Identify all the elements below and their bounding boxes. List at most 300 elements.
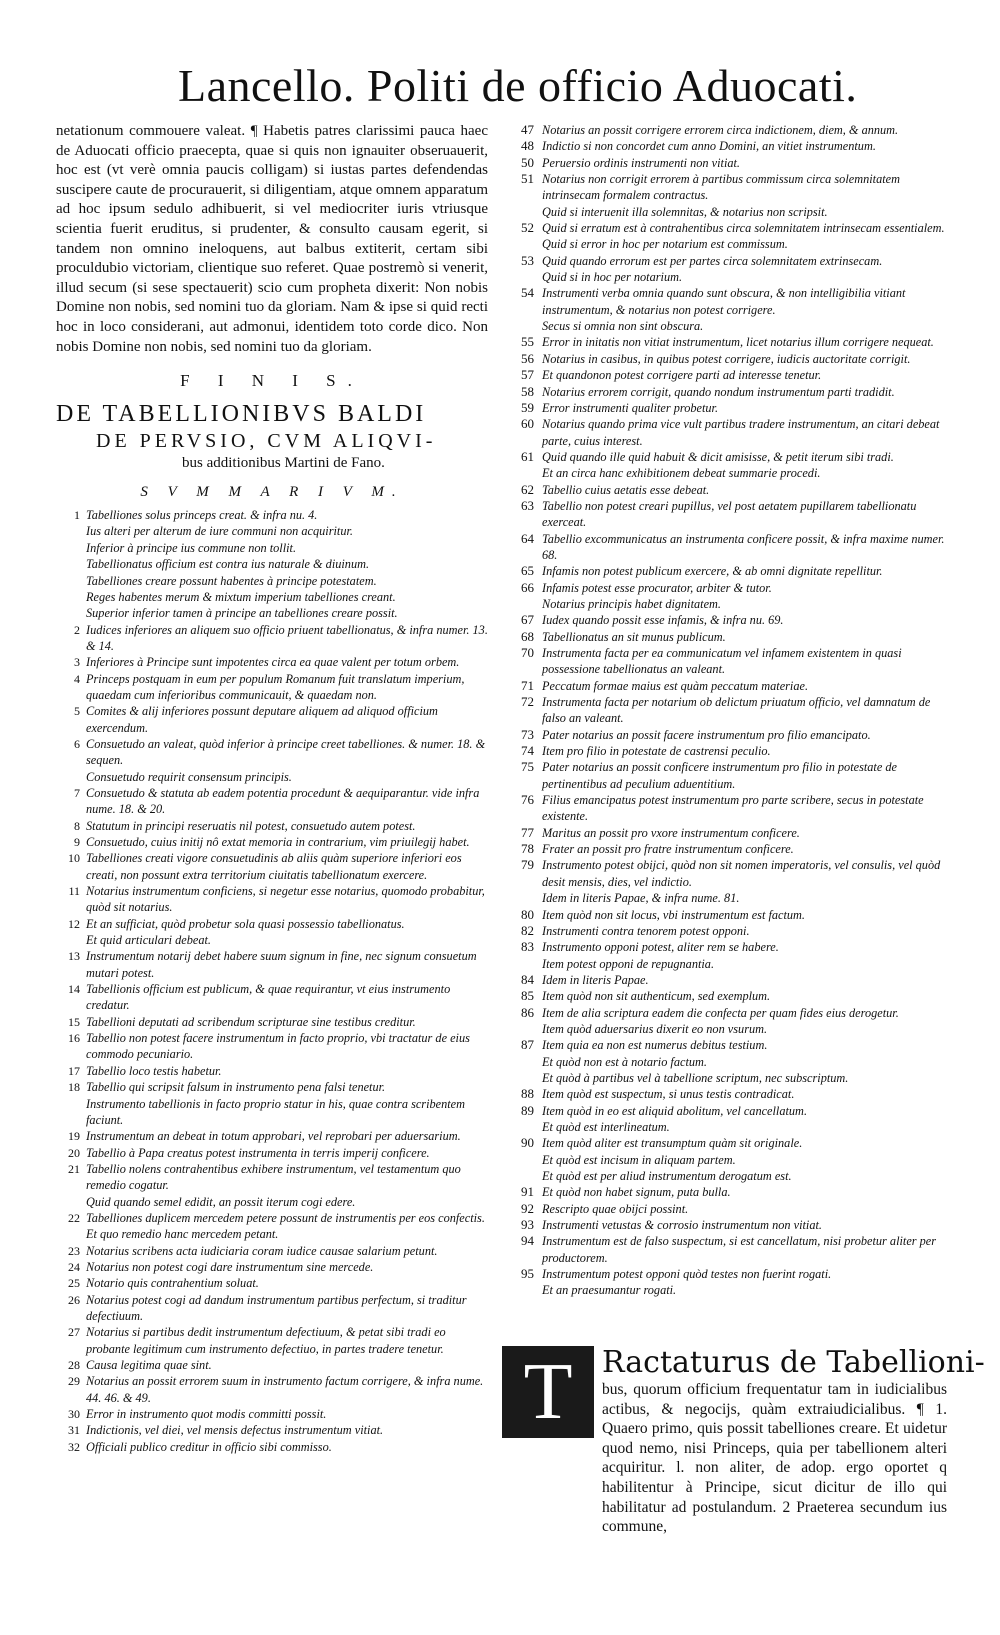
item-number: 95 [521,1266,534,1282]
summary-item [56,589,488,605]
page-title: Lancello. Politi de officio Aduocati. [178,60,858,111]
item-text: Notarius non potest cogi dare instrumentum sine mercede. [86,1259,374,1274]
item-text: Causa legitima quae sint. [86,1358,212,1372]
item-text: Instrumenti contra tenorem potest opponi. [542,923,750,938]
item-number: 57 [521,367,534,383]
summary-item [56,1145,488,1161]
section-heading-line3: bus additionibus Martini de Fano. [182,455,385,472]
item-number: 61 [521,448,534,464]
summary-item [502,988,947,1004]
item-text: Notario quis contrahentium soluat. [86,1276,259,1291]
summary-item [502,1037,947,1053]
tractatus-text: bus, quorum officium frequentatur tam in iudicialibus actibus, & negocijs, quàm extraiudicialibus. ¶ 1. Quaero primo, quis possit tabelliones creare. Et uidetur quod nemo, nisi Princeps, quia per tabellionem alteri acquiritur. l. non aliter, de adop. ergo oportet q habilitentur à Principe, sicut dicitur de illo qui habilitatur ad postulandum. 2 Praeterea secundum ius commune, [602,1381,947,1536]
item-text: Peccatum formae maius est quàm peccatum materiae. [542,678,809,693]
summary-item [56,556,488,572]
item-number: 11 [68,884,80,899]
item-text: Et an circa hanc exhibitionem debeat summarie procedi. [542,466,821,481]
item-text: Comites & alij inferiores possunt deputare aliquem ad aliquod officium exercendum. [86,704,438,735]
section-heading-line2: DE PERVSIO, CVM ALIQVI- [96,430,437,453]
item-text: Ius alteri per alterum de iure communi non acquiritur. [86,524,353,539]
item-text: Tabellio non potest creari pupillus, vel post aetatem pupillarem tabellionatu exerceat. [542,498,917,530]
tractatus-heading: Ractaturus de Tabellioni- [602,1345,985,1380]
summary-item [56,1373,488,1406]
summary-item [502,1021,947,1037]
summary-item [502,1005,947,1021]
item-text: Et quòd à partibus vel à tabellione scriptum, nec subscriptum. [542,1070,849,1085]
item-text: Consuetudo an valeat, quòd inferior à principe creet tabelliones. & numer. 18. & sequen. [86,736,486,768]
item-text: Indictionis, vel diei, vel mensis defectus instrumentum vitiat. [86,1423,384,1438]
item-text: Item pro filio in potestate de castrensi peculio. [542,744,771,759]
summary-item [502,743,947,759]
item-number: 25 [68,1276,80,1291]
item-text: Instrumento tabellionis in facto proprio statur in his, quae contra scribentem faciunt. [86,1096,466,1127]
item-text: Infamis potest esse procurator, arbiter & tutor. [542,580,772,595]
item-text: Et quandonon potest corrigere parti ad interesse tenetur. [542,368,822,383]
item-number: 79 [521,857,534,873]
summary-item [502,1070,947,1086]
summary-item [56,1014,488,1030]
item-number: 88 [521,1086,534,1102]
item-text: Maritus an possit pro vxore instrumentum conficere. [542,825,800,840]
summary-item [56,1275,488,1291]
summary-item [502,1054,947,1070]
item-text: Idem in literis Papae, & infra nume. 81. [542,891,740,906]
summary-item [56,736,488,769]
item-text: Notarius si partibus dedit instrumentum defectiuum, & petat sibi tradi eo probante legitimum cum instrumento defectiuo, in partes tradere tenetur. [86,1325,446,1356]
summary-item [502,498,947,531]
item-text: Notarius non corrigit errorem à partibus commissum circa solemnitatem intrinsecam formalem contractus. [542,172,900,203]
item-text: Quid quando errorum est per partes circa solemnitatem extrinsecam. [542,253,883,268]
item-number: 75 [521,759,534,775]
item-text: Quid si in hoc per notarium. [542,270,683,285]
item-number: 12 [68,916,80,931]
intro-paragraph: netationum commouere valeat. ¶ Habetis patres clarissimi pauca haec de Aduocati officio praecepta, quae si quis non ignauiter obseruauerit, hoc est (vt verè omnia paucis colligam) si iustas partes defendendas suscipere caute de procurauerit, si diligentiam, atque omnem apparatum ad hoc ipsum sedulo adhibuerit, si vel mediocriter iuris vtriusque scientia fuerit eruditus, si prudenter, & consulto causam egerit, si tandem non omnino ineloquens, aut balbus extiterit, certam sibi proculdubio victoriam, clientique suo referet. Quae postremò si venerit, illud secum (si sese spectauerit) scio cum propheta dixerit: Non nobis Domine non nobis, sed nomini tuo da gloriam. Nam & ipse si quid recti hoc in loco considerani, aut admonui, identidem toto corde dico. Non nobis Domine non nobis, sed nomini tuo da gloriam. [56,123,488,355]
item-number: 67 [521,612,534,628]
summary-item [56,671,488,704]
item-number: 2 [74,622,80,637]
item-text: Instrumenti verba omnia quando sunt obscura, & non intelligibilia vitiant instrumentum, & notarius non potest corrigere. [542,286,906,317]
item-number: 64 [521,530,534,546]
item-text: Instrumento opponi potest, aliter rem se habere. [542,940,779,955]
summary-item [56,1226,488,1242]
item-number: 10 [68,851,80,866]
item-number: 72 [521,694,534,710]
item-number: 53 [521,252,534,268]
summary-item [56,948,488,981]
summary-item [56,523,488,539]
item-number: 15 [68,1014,80,1029]
summary-item [56,605,488,621]
summary-item [502,122,947,138]
item-number: 14 [68,982,80,997]
item-text: Inferior à principe ius commune non tollit. [86,540,297,555]
summary-item [502,596,947,612]
summary-item [502,678,947,694]
item-text: Peruersio ordinis instrumenti non vitiat. [542,155,740,170]
item-number: 71 [521,677,534,693]
summary-item [502,334,947,350]
item-text: Instrumento potest obijci, quòd non sit nomen imperatoris, vel consulis, vel quòd desit mensis, dies, vel indictio. [542,858,941,889]
item-number: 21 [68,1161,80,1176]
item-text: Et quòd est per aliud instrumentum derogatum est. [542,1169,792,1183]
item-number: 91 [521,1184,534,1200]
item-number: 82 [521,922,534,938]
item-number: 56 [521,350,534,366]
summary-item [502,531,947,564]
item-number: 65 [521,563,534,579]
item-number: 68 [521,628,534,644]
summary-item [502,155,947,171]
item-text: Princeps postquam in eum per populum Romanum fuit translatum imperium, quaedam cum inferioribus communicauit, & quaedam non. [86,671,465,702]
summary-item [502,1103,947,1119]
item-number: 83 [521,939,534,955]
item-text: Notarius quando prima vice vult partibus tradere instrumentum, an citari debeat parte, cuius interest. [542,417,940,448]
item-number: 54 [521,285,534,301]
item-number: 60 [521,416,534,432]
summary-item [502,400,947,416]
item-text: Inferiores à Principe sunt impotentes circa ea quae valent per totum orbem. [86,655,460,670]
finis-line: F I N I S. [180,371,364,391]
summary-item [56,1422,488,1438]
item-text: Consuetudo requirit consensum principis. [86,769,292,784]
item-text: Instrumentum an debeat in totum approbari, vel reprobari per aduersarium. [86,1129,461,1144]
summary-item [502,351,947,367]
item-text: Item quòd in eo est aliquid abolitum, vel cancellatum. [542,1103,808,1118]
item-text: Iudex quando possit esse infamis, & infra nu. 69. [542,613,784,628]
item-number: 17 [68,1063,80,1078]
summary-item [56,1243,488,1259]
summary-item [56,1030,488,1063]
item-number: 26 [68,1292,80,1307]
summary-item [502,367,947,383]
item-text: Tabelliones duplicem mercedem petere possunt de instrumentis per eos confectis. [86,1210,485,1225]
summary-item [502,1168,947,1184]
item-text: Notarius an possit errorem suum in instrumento factum corrigere, & infra nume. 44. 46. & 49. [86,1374,484,1405]
item-number: 47 [521,122,534,137]
item-number: 51 [521,171,534,187]
item-number: 20 [68,1145,80,1160]
item-text: Item quòd aduersarius dixerit eo non vsurum. [542,1021,768,1036]
item-text: Instrumentum potest opponi quòd testes non fuerint rogati. [542,1267,832,1282]
item-text: Reges habentes merum & mixtum imperium tabelliones creant. [86,589,396,604]
item-text: Item quia ea non est numerus debitus testium. [542,1038,768,1053]
summary-item [502,1184,947,1200]
item-text: Error instrumenti qualiter probetur. [542,400,719,415]
item-text: Tabellio excommunicatus an instrumenta conficere possit, & infra maxime numer. 68. [542,531,945,562]
summary-item [56,573,488,589]
summary-item [56,1210,488,1226]
summary-item [502,857,947,890]
summary-item [56,883,488,916]
summary-item [502,236,947,252]
summary-item [502,1233,947,1266]
summary-item [502,482,947,498]
item-text: Instrumenta facta per ea communicatum vel infamem existentem in quasi possessione tabellionatus an valeant. [542,646,902,677]
item-text: Notarius in casibus, in quibus potest corrigere, iudicis auctoritate corrigit. [542,351,911,366]
item-text: Item potest opponi de repugnantia. [542,956,715,971]
item-text: Rescripto quae obijci possint. [542,1201,689,1216]
summary-item [502,612,947,628]
item-number: 78 [521,841,534,857]
item-text: Et an sufficiat, quòd probetur sola quasi possessio tabellionatus. [86,916,405,931]
item-number: 29 [68,1374,80,1389]
item-text: Superior inferior tamen à principe an tabelliones creare possit. [86,606,398,621]
summary-item [502,204,947,220]
item-text: Notarius instrumentum conficiens, si negetur esse notarius, quomodo probabitur, quòd sit notarius. [86,884,485,915]
item-text: Notarius principis habet dignitatem. [542,596,721,611]
summary-item [56,1161,488,1194]
item-number: 24 [68,1259,80,1274]
summary-item [502,563,947,579]
item-number: 18 [68,1080,80,1095]
summary-item [502,1282,947,1298]
summary-item [502,792,947,825]
item-number: 87 [521,1037,534,1053]
item-text: Tabelliones solus princeps creat. & infra nu. 4. [86,508,318,523]
item-number: 27 [68,1325,80,1340]
item-number: 85 [521,988,534,1004]
item-text: Notarius scribens acta iudiciaria coram iudice causae salarium petunt. [86,1243,438,1258]
summary-item [502,465,947,481]
summary-item [502,384,947,400]
summary-item [502,629,947,645]
item-number: 6 [74,736,80,751]
item-number: 74 [521,743,534,759]
item-number: 63 [521,497,534,513]
item-text: Instrumenta facta per notarium ob delictum priuatum officio, vel damnatum de falso an valeant. [542,695,931,726]
decorated-initial: T [502,1346,594,1438]
summary-item [502,1119,947,1135]
item-text: Tabellio à Papa creatus potest instrumenta in terris imperij conficere. [86,1145,430,1160]
item-text: Instrumentum est de falso suspectum, si est cancellatum, nisi probetur aliter per productorem. [542,1234,937,1265]
summary-item [56,1079,488,1095]
item-text: Statutum in principi reseruatis nil potest, consuetudo autem potest. [86,818,416,833]
item-text: Error in initatis non vitiat instrumentum, licet notarius illum corrigere nequeat. [542,335,934,350]
item-text: Tabellio qui scripsit falsum in instrumento pena falsi tenetur. [86,1080,386,1095]
summary-item [502,907,947,923]
item-number: 1 [74,508,80,523]
item-number: 62 [521,481,534,497]
item-text: Error in instrumento quot modis committi possit. [86,1407,327,1422]
right-column [502,122,947,1299]
summary-item [502,220,947,236]
item-text: Et quòd est incisum in aliquam partem. [542,1152,736,1167]
item-number: 5 [74,704,80,719]
summary-item [56,1194,488,1210]
item-text: Et quo remedio hanc mercedem petant. [86,1227,279,1242]
summary-item [502,972,947,988]
summary-item [502,1086,947,1102]
summary-item [56,1324,488,1357]
item-number: 28 [68,1358,80,1372]
item-text: Et quòd non est à notario factum. [542,1054,707,1069]
item-number: 86 [521,1004,534,1020]
item-number: 84 [521,971,534,987]
summary-item [502,923,947,939]
item-number: 58 [521,383,534,399]
item-number: 89 [521,1102,534,1118]
summary-item [502,580,947,596]
item-number: 70 [521,645,534,660]
section-heading: DE TABELLIONIBVS BALDI [56,401,427,428]
item-text: Iudices inferiores an aliquem suo officio priuent tabellionatus, & infra numer. 13. & 14. [86,622,488,653]
summary-item [56,981,488,1014]
item-number: 52 [521,220,534,236]
item-number: 7 [74,785,80,800]
item-text: Officiali publico creditur in officio sibi commisso. [86,1439,332,1454]
item-number: 19 [68,1129,80,1144]
item-text: Quid si erratum est à contrahentibus circa solemnitatem intrinsecam essentialem. [542,221,945,236]
item-text: Pater notarius an possit facere instrumentum pro filio emancipato. [542,727,871,742]
item-number: 23 [68,1243,80,1258]
item-text: Quid si interuenit illa solemnitas, & notarius non scripsit. [542,204,828,219]
item-number: 55 [521,334,534,350]
summary-item [502,841,947,857]
item-number: 66 [521,579,534,595]
summary-item [502,694,947,727]
summary-item [502,1152,947,1168]
summary-item [56,1063,488,1079]
item-text: Filius emancipatus potest instrumentum pro parte scribere, secus in potestate existente. [542,793,924,824]
item-number: 13 [68,949,80,964]
summary-item [56,1439,488,1455]
item-number: 90 [521,1135,534,1151]
item-text: Et an praesumantur rogati. [542,1283,677,1298]
item-text: Item quòd non sit authenticum, sed exemplum. [542,989,771,1004]
summary-item [56,850,488,883]
item-text: Quid quando ille quid habuit & dicit amisisse, & petit iterum sibi tradi. [542,449,894,464]
item-text: Tabellionatus an sit munus publicum. [542,629,726,644]
summary-item [502,939,947,955]
summary-item [502,956,947,972]
summary-item [502,1135,947,1151]
item-number: 22 [68,1210,80,1225]
item-text: Instrumenti vetustas & corrosio instrumentum non vitiat. [542,1218,822,1233]
summary-item [502,318,947,334]
item-number: 94 [521,1233,534,1249]
summary-item [56,540,488,556]
summary-item [502,1217,947,1233]
summary-item [56,1292,488,1325]
item-text: Item quòd est suspectum, si unus testis contradicat. [542,1087,795,1102]
item-number: 48 [521,138,534,154]
item-text: Tabellio cuius aetatis esse debeat. [542,482,710,497]
item-text: Item quòd aliter est transumptum quàm sit originale. [542,1136,803,1151]
summarium-label: S V M M A R I V M. [140,484,404,501]
summary-item [56,1357,488,1373]
item-text: Tabellionis officium est publicum, & quae requirantur, vt eius instrumento credatur. [86,982,451,1013]
summary-item [56,932,488,948]
summary-item [502,253,947,269]
tractatus-block [502,1345,985,1537]
summary-list-right [502,122,947,1299]
summary-item [56,1096,488,1129]
item-text: Tabellio nolens contrahentibus exhibere instrumentum, vel testamentum quo remedio cogatur. [86,1161,461,1193]
summary-item [56,622,488,655]
left-column [56,122,488,1455]
item-text: Consuetudo, cuius initij nô extat memoria in contrarium, vim priuilegij habet. [86,835,470,849]
summary-item [56,818,488,834]
item-text: Tabellio loco testis habetur. [86,1063,222,1078]
summary-item [502,727,947,743]
item-number: 77 [521,824,534,840]
summary-item [502,825,947,841]
item-text: Notarius errorem corrigit, quando nondum instrumentum parti tradidit. [542,384,895,399]
item-text: Tabelliones creare possunt habentes à principe potestatem. [86,573,377,588]
item-text: Tabelliones creati vigore consuetudinis ab aliis quàm superiore inferiori eos creati, non possunt extra territorium ciuitatis tabellionatum exercere. [86,851,462,882]
item-text: Quid quando semel edidit, an possit iterum cogi edere. [86,1194,356,1209]
summary-item [56,654,488,670]
item-text: Tabellionatus officium est contra ius naturale & diuinum. [86,557,370,572]
summary-item [502,759,947,792]
summary-item [502,890,947,906]
item-number: 8 [74,818,80,833]
item-number: 30 [68,1407,80,1422]
item-text: Et quid articulari debeat. [86,933,212,948]
item-text: Infamis non potest publicum exercere, & ab omni dignitate repellitur. [542,564,883,579]
summary-item [56,1406,488,1422]
item-text: Pater notarius an possit conficere instrumentum pro filio in potestate de pertinentibus ad peculium aduentitium. [542,760,897,791]
summary-item [502,1266,947,1282]
item-number: 32 [68,1439,80,1454]
item-text: Frater an possit pro fratre instrumentum conficere. [542,842,794,857]
summary-item [502,449,947,465]
item-number: 50 [521,154,534,170]
summary-item [502,645,947,678]
summary-item [502,1201,947,1217]
summary-item [502,269,947,285]
summary-item [56,1259,488,1275]
item-text: Et quòd est interlineatum. [542,1119,670,1134]
summary-item [502,416,947,449]
summary-item [502,171,947,204]
item-text: Tabellioni deputati ad scribendum scripturae sine testibus creditur. [86,1014,416,1029]
item-text: Notarius an possit corrigere errorem circa indictionem, diem, & annum. [542,123,899,137]
item-text: Notarius potest cogi ad dandum instrumentum partibus perfectum, si traditur defectiuum. [86,1292,467,1323]
item-text: Indictio si non concordet cum anno Domini, an vitiet instrumentum. [542,139,876,154]
item-number: 80 [521,906,534,922]
item-number: 76 [521,792,534,808]
item-number: 73 [521,726,534,742]
item-text: Tabellio non potest facere instrumentum in facto proprio, vbi tractatur de eius commodo pecuniario. [86,1031,470,1062]
item-number: 16 [68,1031,80,1046]
summary-item [56,703,488,736]
item-text: Item quòd non sit locus, vbi instrumentum est factum. [542,907,805,922]
summary-item [502,285,947,318]
summary-item [56,769,488,785]
item-text: Et quòd non habet signum, puta bulla. [542,1185,731,1200]
item-number: 9 [74,835,80,849]
summary-item [56,507,488,523]
item-number: 3 [74,655,80,670]
item-number: 31 [68,1423,80,1438]
summary-item [56,834,488,850]
summary-item [56,785,488,818]
item-number: 93 [521,1217,534,1233]
item-number: 59 [521,399,534,415]
item-text: Secus si omnia non sint obscura. [542,319,704,334]
item-text: Instrumentum notarij debet habere suum signum in fine, nec signum consuetum mutari potest. [86,949,477,980]
summary-list-left [56,507,488,1455]
summary-item [56,916,488,932]
item-number: 92 [521,1200,534,1216]
summary-item [56,1128,488,1144]
item-text: Idem in literis Papae. [542,972,649,987]
item-text: Item de alia scriptura eadem die confecta per quam fides eius derogetur. [542,1005,899,1020]
summary-item [502,138,947,154]
item-number: 4 [74,671,80,686]
item-text: Consuetudo & statuta ab eadem potentia procedunt & aequiparantur. vide infra nume. 18. & 20. [86,785,480,817]
